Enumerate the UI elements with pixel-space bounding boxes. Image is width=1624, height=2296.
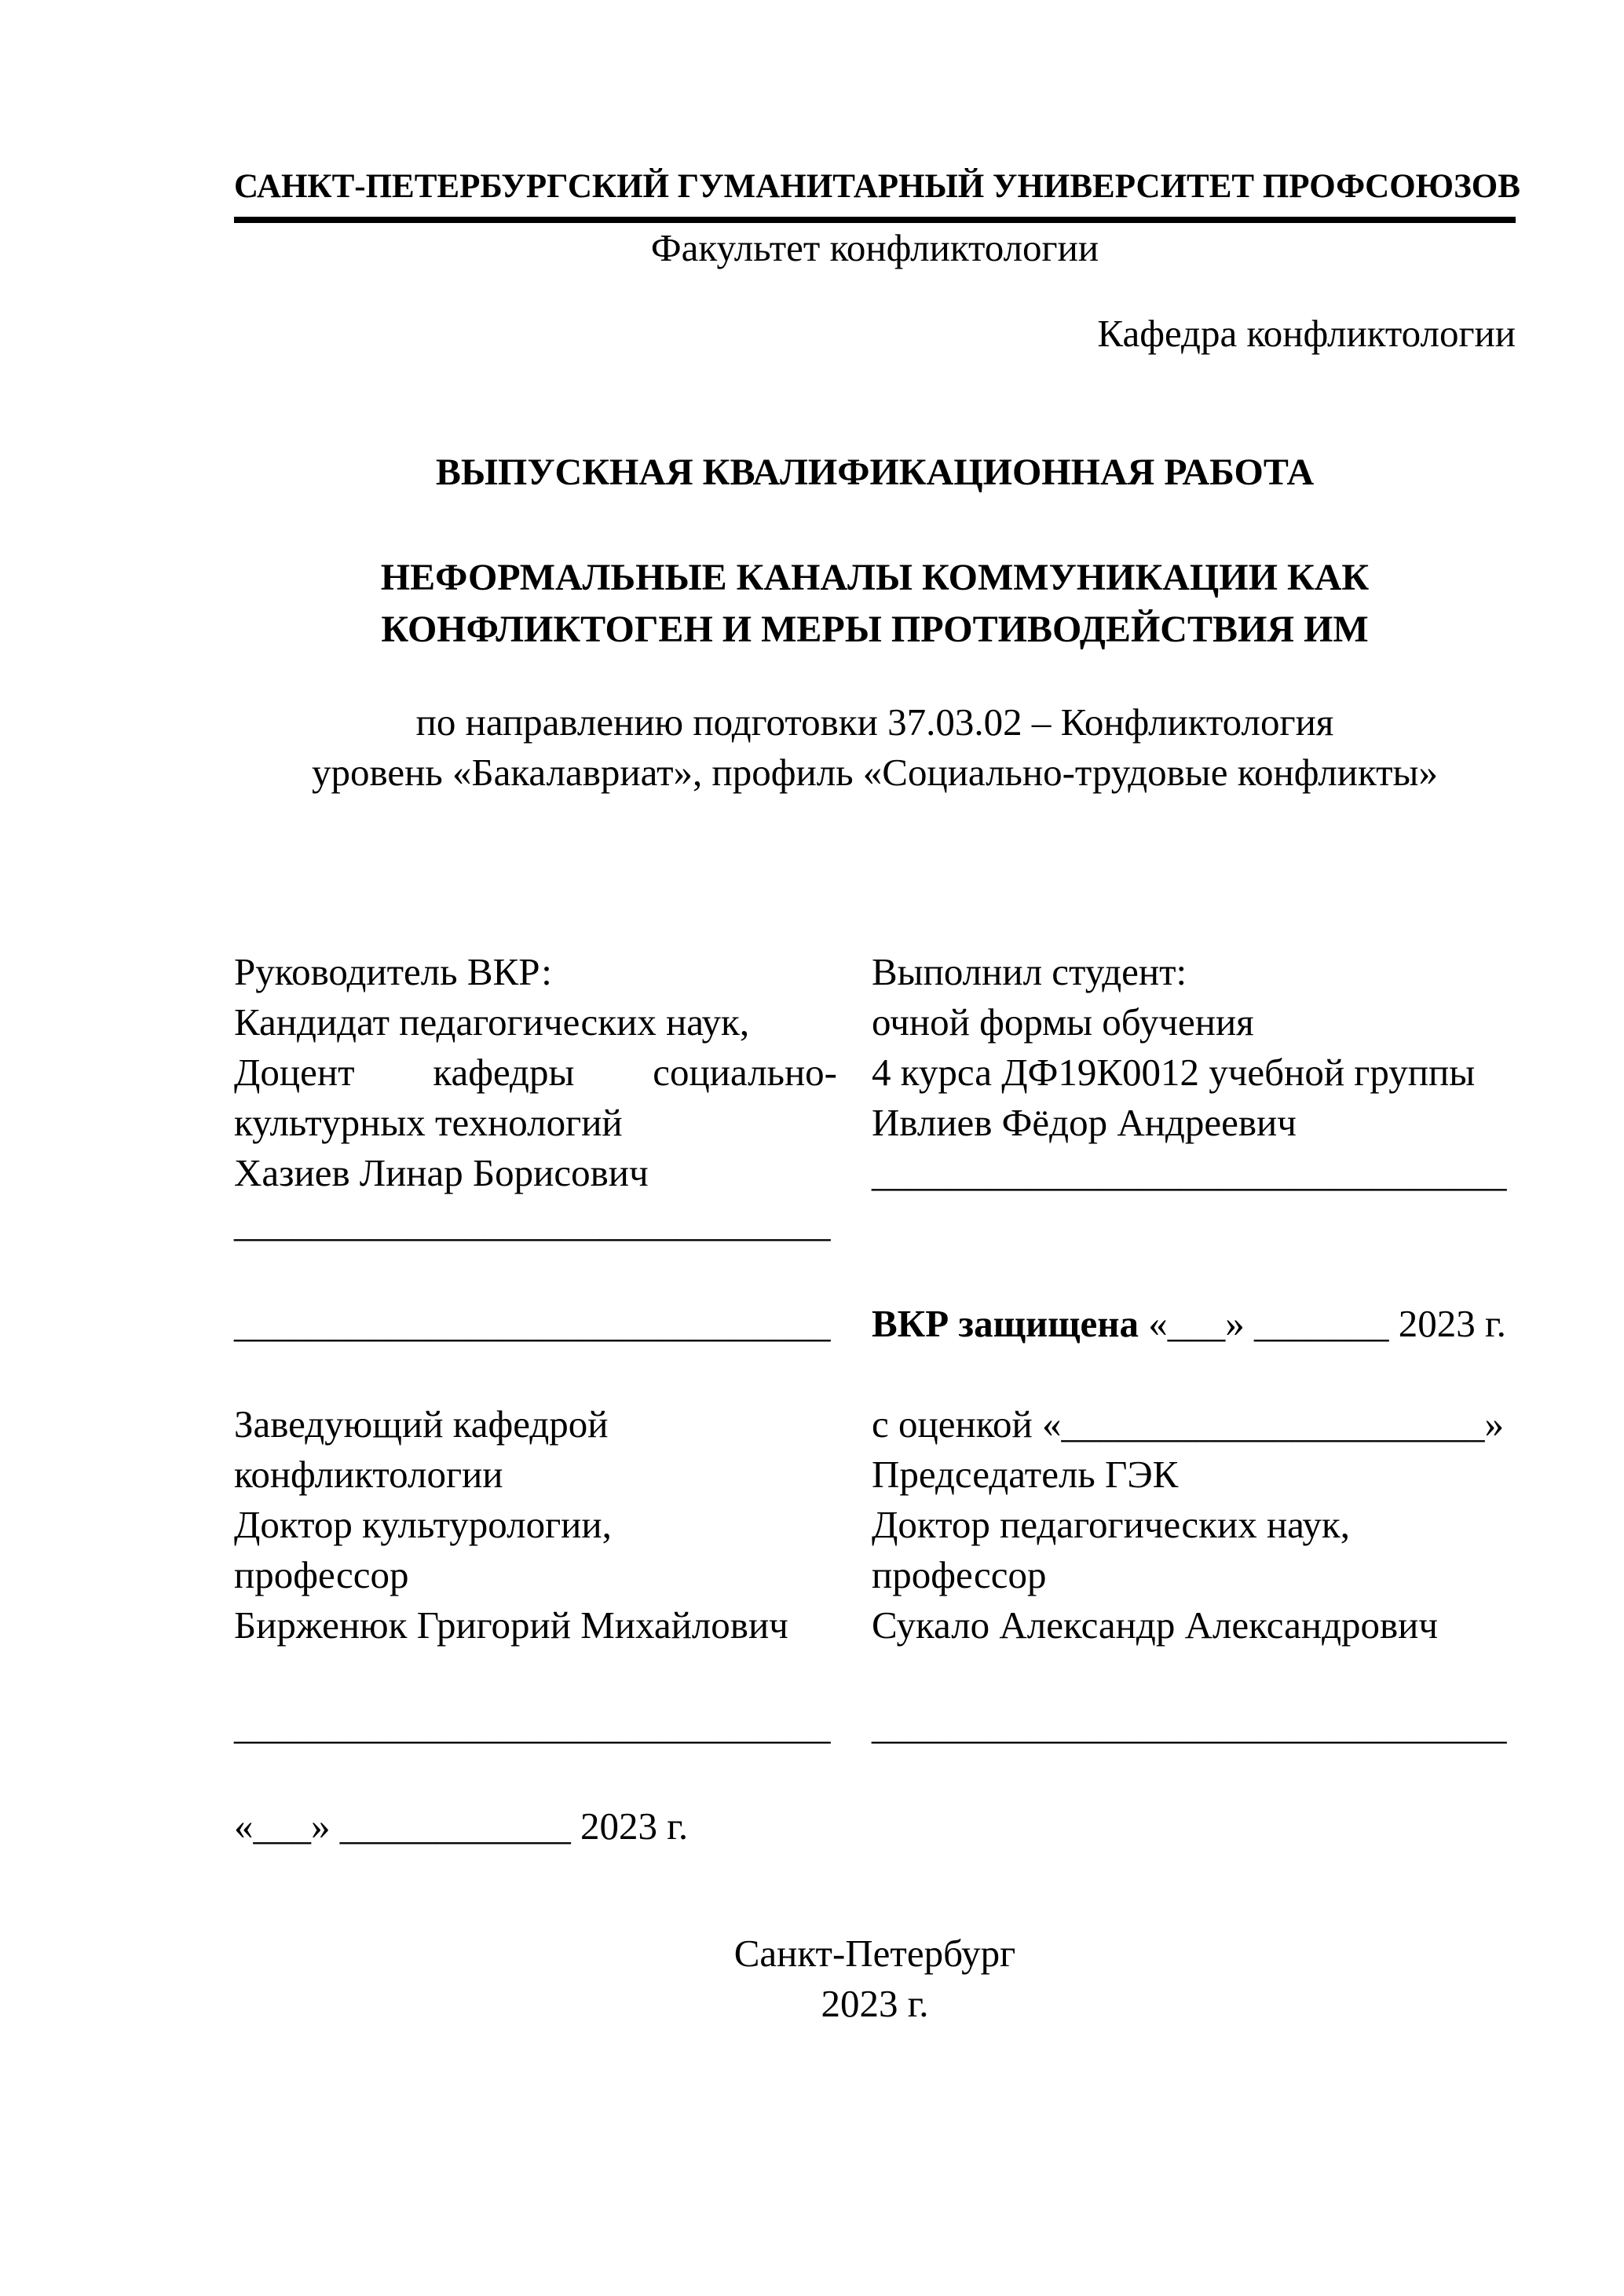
spacer-line — [234, 1751, 837, 1801]
student-mode: очной формы обучения — [872, 1000, 1254, 1044]
thesis-title — [234, 552, 1516, 656]
chairman-name: Сукало Александр Александрович — [872, 1603, 1439, 1647]
defense-defended-label: ВКР защищена — [872, 1302, 1139, 1345]
spacer-line — [234, 1651, 837, 1701]
supervisor-position-word3: социально- — [653, 1051, 837, 1094]
department-head-label-line1: Заведующий кафедрой — [234, 1402, 609, 1446]
department-head-date-line: «___» ____________ 2023 г. — [234, 1804, 689, 1848]
right-column — [872, 947, 1516, 1852]
chairman-degree: Доктор педагогических наук, — [872, 1503, 1350, 1546]
department-head-name: Бирженюк Григорий Михайлович — [234, 1603, 788, 1647]
left-signature-line-2: _______________________________ — [234, 1302, 831, 1345]
student-label: Выполнил студент: — [872, 950, 1187, 993]
supervisor-position-word1: Доцент — [234, 1051, 355, 1094]
department-head-signature-line: _______________________________ — [234, 1704, 831, 1747]
spacer-line — [872, 1801, 1516, 1852]
program-level-line: уровень «Бакалавриат», профиль «Социально-трудовые конфликты» — [312, 751, 1438, 794]
defense-date-line — [872, 1299, 1516, 1349]
department-head-degree: Доктор культурологии, — [234, 1503, 612, 1546]
spacer-line — [872, 1349, 1516, 1399]
signature-columns — [234, 947, 1516, 1852]
program-info — [234, 697, 1516, 798]
supervisor-position-word2: кафедры — [433, 1051, 575, 1094]
spacer-line — [872, 1751, 1516, 1801]
thesis-title-line2: КОНФЛИКТОГЕН И МЕРЫ ПРОТИВОДЕЙСТВИЯ ИМ — [381, 609, 1369, 650]
thesis-title-line1: НЕФОРМАЛЬНЫЕ КАНАЛЫ КОММУНИКАЦИИ КАК — [380, 557, 1370, 598]
supervisor-degree: Кандидат педагогических наук, — [234, 1000, 750, 1044]
left-column — [234, 947, 837, 1852]
program-direction-line: по направлению подготовки 37.03.02 – Конфликтология — [415, 700, 1334, 744]
chairman-rank: профессор — [872, 1553, 1047, 1596]
student-group: 4 курса ДФ19К0012 учебной группы — [872, 1051, 1476, 1094]
student-signature-line: _________________________________ — [872, 1151, 1507, 1194]
spacer-line — [872, 1198, 1516, 1249]
student-name: Ивлиев Фёдор Андреевич — [872, 1101, 1297, 1144]
department-head-label-line2: конфликтологии — [234, 1453, 503, 1496]
chairman-title: Председатель ГЭК — [872, 1453, 1179, 1496]
spacer-line — [234, 1349, 837, 1399]
chairman-signature-line: _________________________________ — [872, 1704, 1507, 1747]
footer — [234, 1929, 1516, 2029]
supervisor-signature-line: _______________________________ — [234, 1201, 831, 1245]
spacer-line — [872, 1651, 1516, 1701]
department-head-rank: профессор — [234, 1553, 409, 1596]
supervisor-position-line2: культурных технологий — [234, 1101, 623, 1144]
footer-year: 2023 г. — [821, 1982, 929, 2025]
faculty-name: Факультет конфликтологии — [650, 226, 1099, 269]
defense-defended-blank: «___» _______ 2023 г. — [1148, 1302, 1506, 1345]
footer-city: Санкт-Петербург — [733, 1932, 1016, 1975]
supervisor-position-line1 — [234, 1047, 837, 1098]
defense-grade-line: с оценкой «______________________» — [872, 1402, 1504, 1446]
work-type-heading: ВЫПУСКНАЯ КВАЛИФИКАЦИОННАЯ РАБОТА — [435, 452, 1315, 493]
university-name: САНКТ-ПЕТЕРБУРГСКИЙ ГУМАНИТАРНЫЙ УНИВЕРСИТЕТ ПРОФСОЮЗОВ — [234, 166, 1516, 223]
spacer-line — [234, 1249, 837, 1299]
supervisor-label: Руководитель ВКР: — [234, 950, 552, 993]
spacer-line — [872, 1249, 1516, 1299]
supervisor-name: Хазиев Линар Борисович — [234, 1151, 649, 1194]
department-name: Кафедра конфликтологии — [1097, 312, 1516, 355]
